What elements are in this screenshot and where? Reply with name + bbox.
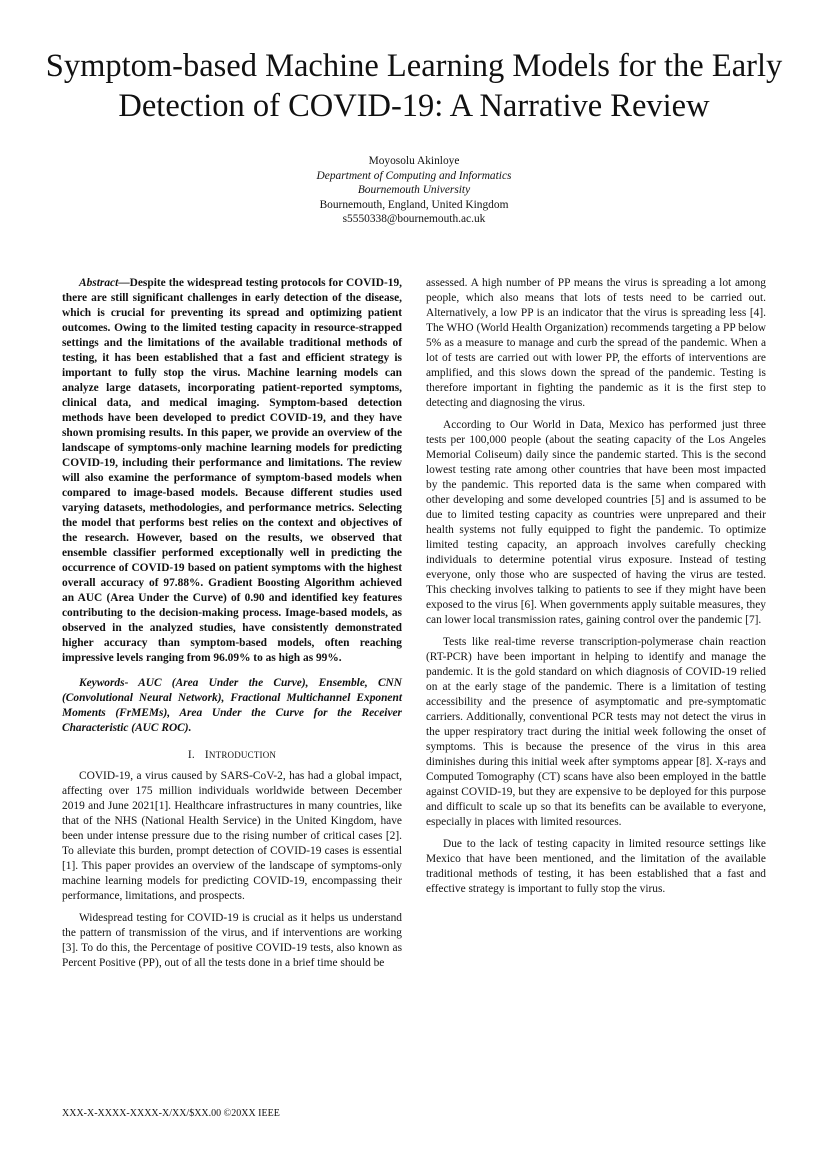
author-block: [314, 154, 514, 227]
abstract: [62, 276, 402, 666]
intro-paragraph-2: Widespread testing for COVID-19 is crucial as it helps us understand the pattern of transmission of the virus, and if interventions are working [3]. To do this, the Percentage of positive COVID-19 tests, also known as Percent Positive (PP), out of all the tests done in a brief time should be: [62, 912, 402, 969]
section-heading-introduction: [62, 748, 402, 763]
right-paragraph-1: assessed. A high number of PP means the virus is spreading a lot among people, which also means that lots of tests need to be carried out. Alternatively, a low PP is an indicator that the virus is spreading less [4]. The WHO (World Health Organization) recommends targeting a PP below 5% as a measure to manage and curb the spread of the pandemic. When a lot of tests are carried out with lower PP, the efforts of interventions are amplified, and this slows down the spread of the pandemic. Testing is therefore important in fighting the pandemic as it is the first step to detecting and diagnosing the virus.: [426, 277, 766, 409]
right-column: [426, 276, 766, 897]
abstract-label: Abstract: [79, 277, 119, 289]
intro-paragraph-1: COVID-19, a virus caused by SARS-CoV-2, has had a global impact, affecting over 175 million individuals worldwide between December 2019 and June 2021[1]. Healthcare infrastructures in many countries, like that of the NHS (National Health Service) in the United Kingdom, have been under intense pressure due to the rising number of critical cases [2]. To alleviate this burden, prompt detection of COVID-19 cases is essential [1]. This paper provides an overview of the landscape of symptoms-only machine learning models for predicting COVID-19, encompassing their performance, limitations, and prospects.: [62, 770, 402, 902]
author-department: Department of Computing and Informatics: [316, 169, 512, 182]
right-paragraph-3: Tests like real-time reverse transcription-polymerase chain reaction (RT-PCR) have been important in helping to identify and manage the pandemic. It is the gold standard on which diagnosis of COVID-19 relied on at the early stage of the pandemic. There is a limitation of testing accessibility and the presence of asymptomatic and pre-symptomatic carriers. Additionally, conventional PCR tests may not detect the virus in the upper respiratory tract during the initial week following the onset of symptoms. This is because the presence of the virus in this area diminishes during this initial week after symptoms appear [8]. X-rays and Computed Tomography (CT) scans have also been employed in the battle against COVID-19, but they are expensive to be deployed for this purpose and difficult to scale up so that its benefits can be available to everyone, especially in places with limited resources.: [426, 636, 766, 828]
left-column: [62, 276, 402, 971]
right-paragraph-2: According to Our World in Data, Mexico has performed just three tests per 100,000 people (about the seating capacity of the Los Angeles Memorial Coliseum) daily since the pandemic started. This is the second lowest testing rate among other countries that have been most impacted by the pandemic. This reported data is the same when compared with other developing and some developed countries [5] and is assumed to be due to limited testing capacity as countries were unprepared and their health systems not fully equipped to fight the pandemic. To optimize limited testing capacity, an approach involves carefully checking individuals to determine potential virus exposure. Instead of testing everyone, only those who are suspected of having the virus are tested. This checking involves talking to patients to see if they might have been exposed to the virus [6]. When governments apply suitable measures, they can lower local transmission rates, gaining control over the pandemic [7].: [426, 419, 766, 626]
author-name: Moyosolu Akinloye: [368, 155, 460, 167]
paper-title: Symptom-based Machine Learning Models for the Early Detection of COVID-19: A Narrative Review: [45, 48, 783, 124]
author-location: Bournemouth, England, United Kingdom: [319, 198, 509, 211]
author-university: Bournemouth University: [357, 184, 471, 197]
right-paragraph-4: Due to the lack of testing capacity in limited resource settings like Mexico that have been mentioned, and the limitation of the available traditional methods of testing, it has been established that a fast and effective strategy is important to fully stop the virus.: [426, 838, 766, 895]
author-email: s5550338@bournemouth.ac.uk: [342, 213, 486, 226]
abstract-dash: —: [118, 277, 130, 289]
section-heading-rest: NTRODUCTION: [208, 750, 277, 760]
section-heading-first-letter: I: [204, 749, 209, 761]
section-number: I.: [187, 749, 195, 761]
abstract-text: Despite the widespread testing protocols for COVID-19, there are still significant challenges in early detection of the disease, which is crucial for preventing its spread and optimizing patient outcomes. Owing to the limited testing capacity in resource-strapped settings and the limitations of the available traditional methods of testing, it has been established that a fast and efficient strategy is important to fully stop the virus. Machine learning models can analyze large datasets, incorporating patient-reported symptoms, clinical data, and medical imaging. Symptom-based detection methods have been developed to predict COVID-19, and they have shown promising results. In this paper, we provide an overview of the landscape of symptoms-only machine learning models for predicting COVID-19, including their performance and limitations. The review will also examine the performance of symptom-based models when compared to image-based models. Because different studies used varying datasets, methodologies, and performance metrics. Selecting the model that performs best relies on the context and objectives of the research. However, based on the results, we observed that ensemble classifier performed exceptionally well in predicting the occurrence of COVID-19 based on patient symptoms with the highest overall accuracy of 97.88%. Gradient Boosting Algorithm achieved an AUC (Area Under the Curve) of 0.90 and identified key features contributing to the decision-making process. Image-based models, as observed in the analyzed studies, have consistently demonstrated higher accuracy than symptom-based models, often reaching impressive levels ranging from 96.09% to as high as 99%.: [62, 277, 402, 664]
keywords: Keywords- AUC (Area Under the Curve), Ensemble, CNN (Convolutional Neural Network), Fractional Multichannel Exponent Moments (FrMEMs), Area Under the Curve for the Receiver Characteristic (AUC ROC).: [62, 677, 402, 734]
copyright-footer: XXX-X-XXXX-XXXX-X/XX/$XX.00 ©20XX IEEE: [62, 1108, 280, 1119]
